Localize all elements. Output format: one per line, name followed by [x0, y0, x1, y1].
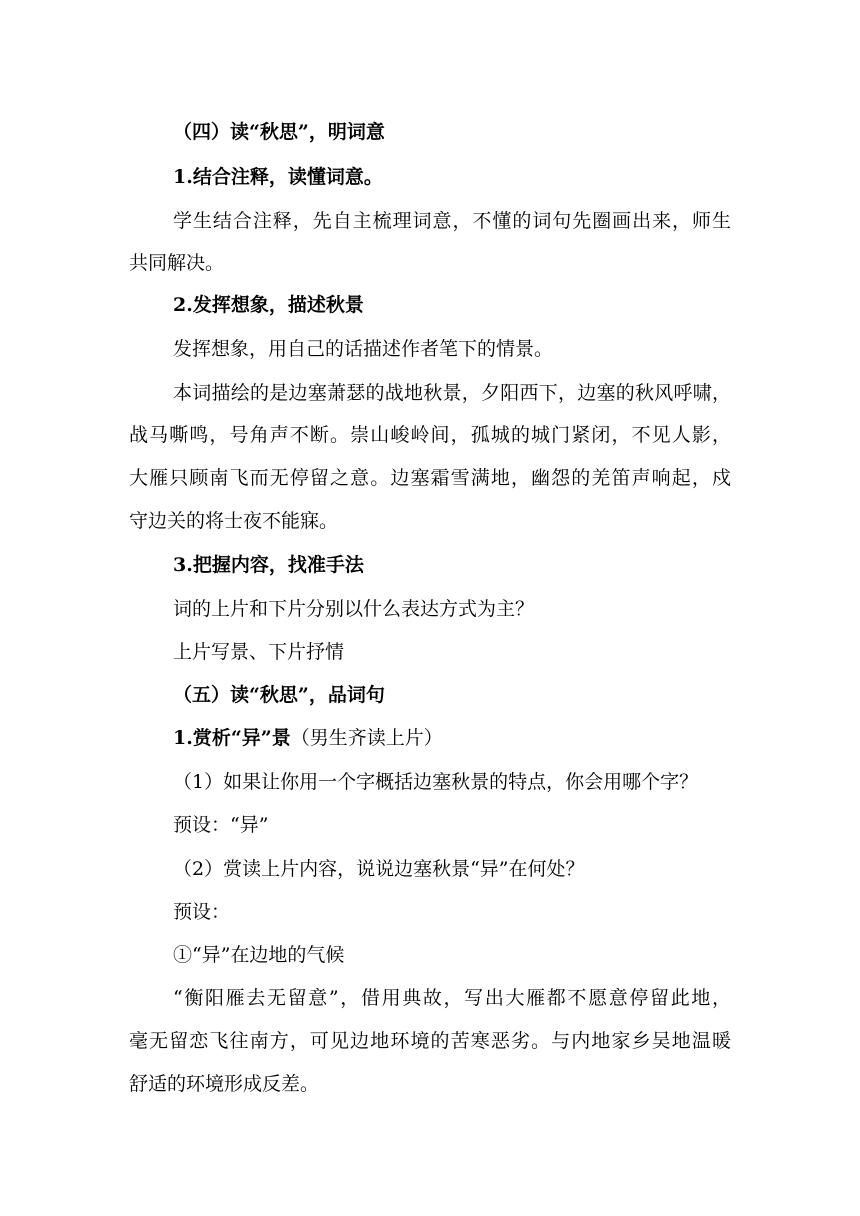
- section-4-item-2-paragraph-2-line-1: 本词描绘的是边塞萧瑟的战地秋景，夕阳西下，边塞的秋风呼啸，: [173, 382, 731, 404]
- section-4-item-3-heading: 3.把握内容，找准手法: [173, 554, 364, 576]
- section-5-point-1-paragraph-line-1: “衡阳雁去无留意”，借用典故，写出大雁都不愿意停留此地，: [173, 987, 731, 1009]
- section-4-item-3-answer: 上片写景、下片抒情: [173, 641, 345, 663]
- section-5-point-1-paragraph-line-2: 毫无留恋飞往南方，可见边地环境的苦寒恶劣。与内地家乡吴地温暖: [129, 1030, 731, 1052]
- section-5-answer-2-label: 预设：: [173, 901, 231, 923]
- section-4-item-2-paragraph-2-line-4: 守边关的将士夜不能寐。: [129, 510, 339, 532]
- section-5-point-1-paragraph-line-3: 舒适的环境形成反差。: [129, 1073, 320, 1095]
- section-5-question-2: （2）赏读上片内容，说说边塞秋景“异”在何处？: [173, 858, 585, 880]
- section-4-heading: （四）读“秋思”，明词意: [173, 121, 385, 143]
- section-5-answer-1: 预设：“异”: [173, 814, 269, 836]
- section-4-item-3-question: 词的上片和下片分别以什么表达方式为主？: [173, 598, 535, 620]
- section-4-item-1-paragraph-line-1: 学生结合注释，先自主梳理词意，不懂的词句先圈画出来，师生: [173, 210, 731, 232]
- section-5-question-1: （1）如果让你用一个字概括边塞秋景的特点，你会用哪个字？: [173, 771, 699, 793]
- section-4-item-2-paragraph-2-line-2: 战马嘶鸣，号角声不断。崇山峻岭间，孤城的城门紧闭，不见人影，: [129, 424, 731, 446]
- section-4-item-2-paragraph-1: 发挥想象，用自己的话描述作者笔下的情景。: [173, 338, 554, 360]
- section-4-item-2-paragraph-2-line-3: 大雁只顾南飞而无停留之意。边塞霜雪满地，幽怨的羌笛声响起，戍: [129, 467, 731, 489]
- section-5-item-1-heading-note: （男生齐读上片）: [290, 727, 443, 749]
- section-4-item-1-paragraph-line-2: 共同解决。: [129, 252, 225, 274]
- section-4-item-2-heading: 2.发挥想象，描述秋景: [173, 294, 364, 316]
- section-4-item-1-heading: 1.结合注释，读懂词意。: [173, 166, 383, 188]
- section-5-heading: （五）读“秋思”，品词句: [173, 684, 385, 706]
- section-5-item-1-heading: [173, 725, 443, 751]
- section-5-point-1-heading: ①“异”在边地的气候: [173, 944, 345, 966]
- section-5-item-1-heading-title: 1.赏析“异”景: [173, 727, 291, 749]
